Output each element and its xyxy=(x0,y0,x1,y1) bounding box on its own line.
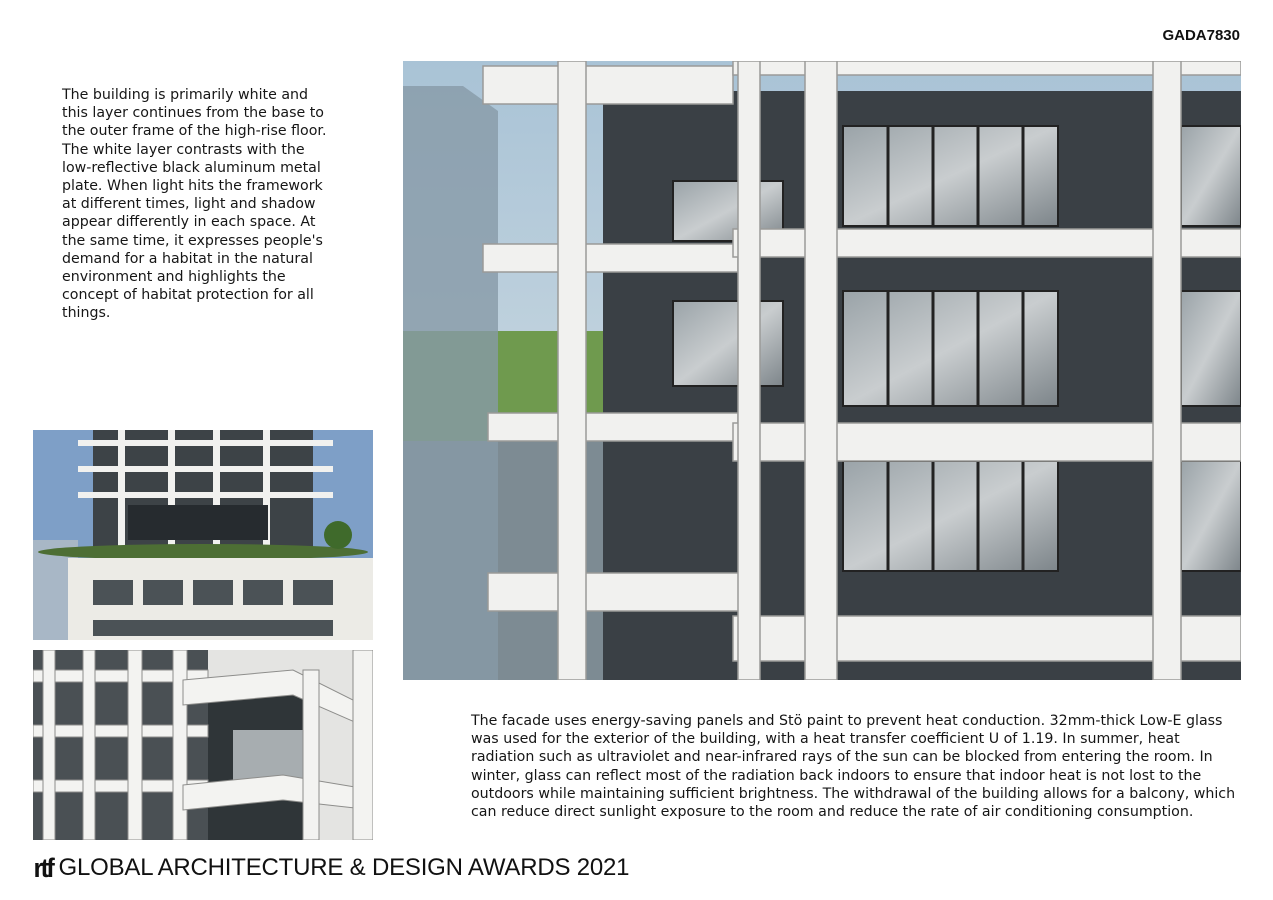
facade-detail-rendering xyxy=(403,61,1241,680)
footer-brand xyxy=(33,852,629,884)
description-left: The building is primarily white and this layer continues from the base to the outer frame of the high-rise floor. The white layer contrasts with the low-reflective black aluminum metal plate. When light hits the framework at different times, light and shadow appear differently in each space. At the same time, it expresses people's demand for a habitat in the natural environment and highlights the concept of habitat protection for all things. xyxy=(62,87,327,322)
facade-corner-rendering xyxy=(33,650,373,840)
project-code: GADA7830 xyxy=(1162,27,1240,44)
description-bottom: The facade uses energy-saving panels and Stö paint to prevent heat conduction. 32mm-thick Low-E glass was used for the exterior of the building, with a heat transfer coefficient U of 1.19. In summer, heat radiation such as ultraviolet and near-infrared rays of the sun can be blocked from entering the room. In winter, glass can reflect most of the radiation back indoors to ensure that indoor heat is not lost to the outdoors while maintaining sufficient brightness. The withdrawal of the building allows for a balcony, which can reduce direct sunlight exposure to the room and reduce the rate of air conditioning consumption. xyxy=(471,713,1236,821)
rtf-logo: rtf xyxy=(33,853,53,883)
building-exterior-rendering xyxy=(33,430,373,640)
award-title: GLOBAL ARCHITECTURE & DESIGN AWARDS 2021 xyxy=(58,854,630,881)
